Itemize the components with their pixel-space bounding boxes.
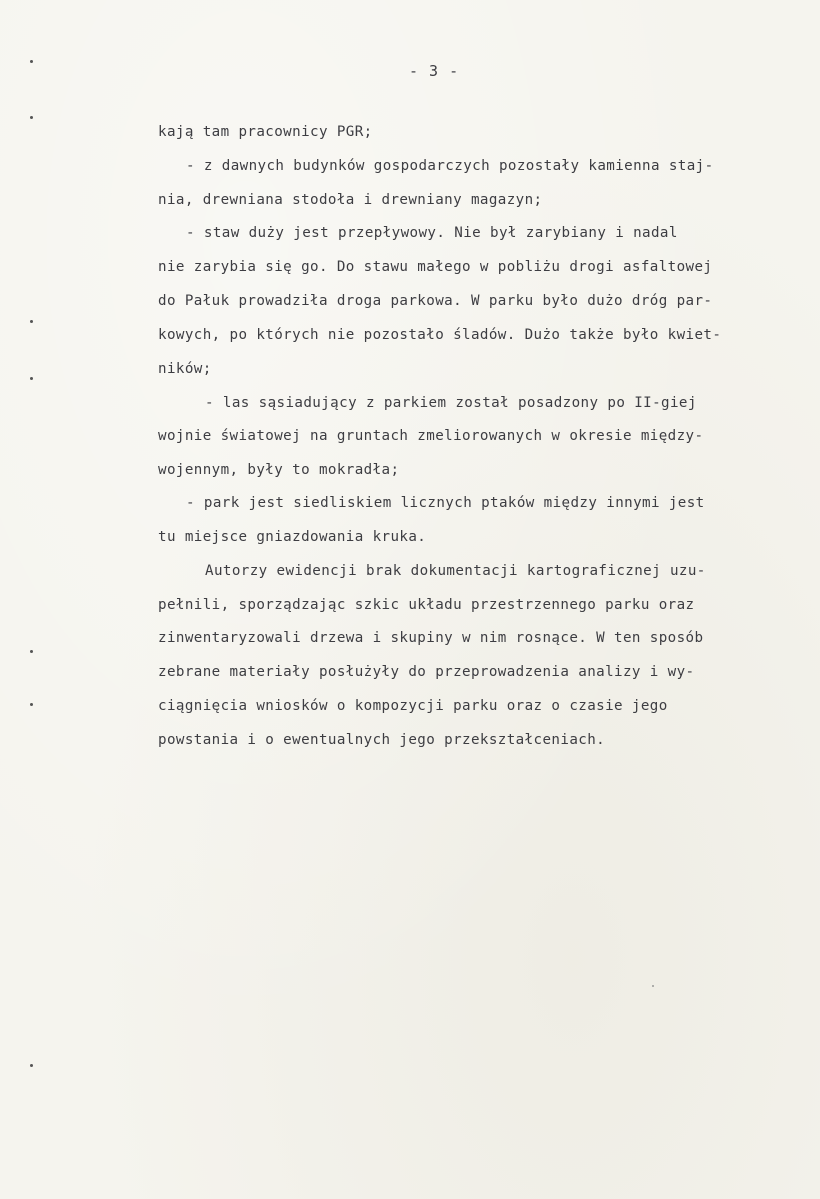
text-line: - las sąsiadujący z parkiem został posadzony po II-giej: [205, 395, 697, 411]
edge-mark: [30, 116, 33, 119]
edge-mark: [30, 1064, 33, 1067]
text-line: zebrane materiały posłużyły do przeprowadzenia analizy i wy-: [158, 664, 695, 680]
page-number: - 3 -: [409, 62, 460, 80]
text-line: do Pałuk prowadziła droga parkowa. W parku było dużo dróg par-: [158, 293, 713, 309]
text-line: kowych, po których nie pozostało śladów. Dużo także było kwiet-: [158, 327, 722, 343]
text-line: powstania i o ewentualnych jego przekształceniach.: [158, 732, 606, 748]
text-line: - park jest siedliskiem licznych ptaków między innymi jest: [186, 495, 705, 511]
edge-mark: [30, 650, 33, 653]
text-line: ników;: [158, 361, 212, 377]
text-line: nia, drewniana stodoła i drewniany magazyn;: [158, 192, 543, 208]
paper-speck: [652, 985, 654, 987]
text-line: kają tam pracownicy PGR;: [158, 124, 373, 140]
edge-mark: [30, 60, 33, 63]
edge-mark: [30, 703, 33, 706]
text-line: wojnie światowej na gruntach zmeliorowanych w okresie między-: [158, 428, 704, 444]
text-line: ciągnięcia wniosków o kompozycji parku oraz o czasie jego: [158, 698, 668, 714]
text-line: zinwentaryzowali drzewa i skupiny w nim rosnące. W ten sposób: [158, 630, 704, 646]
text-line: pełnili, sporządzając szkic układu przestrzennego parku oraz: [158, 597, 695, 613]
text-line: - staw duży jest przepływowy. Nie był zarybiany i nadal: [186, 225, 678, 241]
text-line: Autorzy ewidencji brak dokumentacji kartograficznej uzu-: [205, 563, 706, 579]
text-line: - z dawnych budynków gospodarczych pozostały kamienna staj-: [186, 158, 714, 174]
text-line: tu miejsce gniazdowania kruka.: [158, 529, 427, 545]
text-line: wojennym, były to mokradła;: [158, 462, 400, 478]
edge-mark: [30, 320, 33, 323]
edge-mark: [30, 377, 33, 380]
text-line: nie zarybia się go. Do stawu małego w pobliżu drogi asfaltowej: [158, 259, 713, 275]
